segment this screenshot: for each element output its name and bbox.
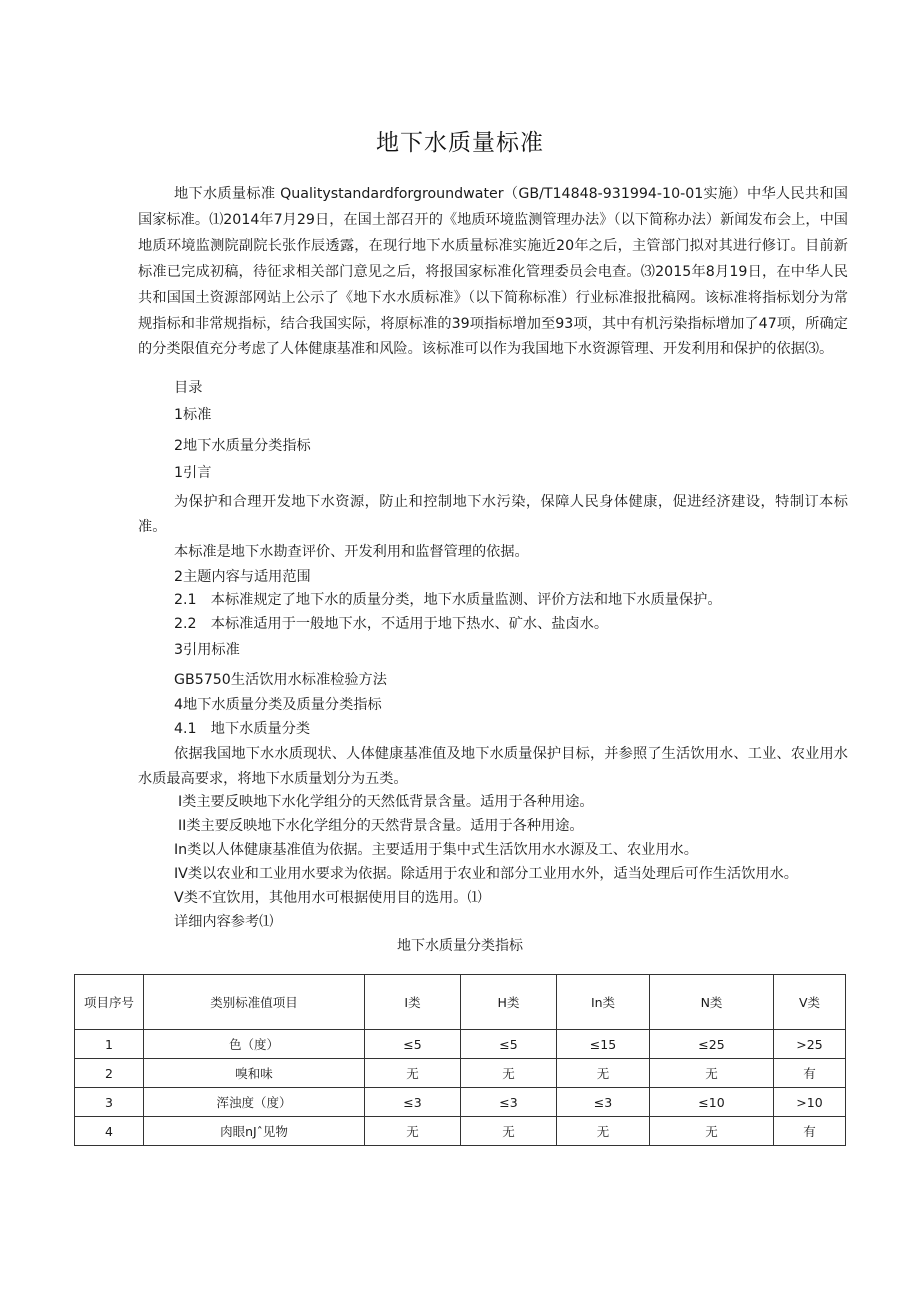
table-cell: 4 — [75, 1117, 144, 1146]
table-cell: >25 — [774, 1030, 846, 1059]
section-paragraph: 为保护和合理开发地下水资源，防止和控制地下水污染，保障人民身体健康，促进经济建设，特制订本标准。 — [138, 494, 848, 535]
header-cell: I类 — [365, 975, 461, 1030]
table-cell: 嗅和味 — [144, 1059, 365, 1088]
table-cell: 肉眼nJˆ见物 — [144, 1117, 365, 1146]
table-cell: 无 — [557, 1059, 650, 1088]
table-cell: 无 — [461, 1117, 557, 1146]
clause-item: 2.1 本标准规定了地下水的质量分类，地下水质量监测、评价方法和地下水质量保护。 — [174, 592, 722, 608]
section-heading: 2主题内容与适用范围 — [174, 569, 311, 585]
clause-item: 2.2 本标准适用于一般地下水，不适用于地下热水、矿水、盐卤水。 — [174, 616, 609, 632]
table-cell: 无 — [461, 1059, 557, 1088]
class-description: II类主要反映地下水化学组分的天然背景含量。适用于各种用途。 — [178, 818, 584, 834]
table-row — [75, 1030, 846, 1059]
table-row — [75, 1059, 846, 1088]
header-cell: H类 — [461, 975, 557, 1030]
header-cell: 项目序号 — [75, 975, 144, 1030]
table-row — [75, 1117, 846, 1146]
toc-heading: 目录 — [174, 380, 203, 396]
table-cell: ≤25 — [650, 1030, 774, 1059]
reference-note: 详细内容参考⑴ — [174, 914, 274, 930]
class-description: I类主要反映地下水化学组分的天然低背景含量。适用于各种用途。 — [178, 794, 594, 810]
table-cell: ≤5 — [365, 1030, 461, 1059]
table-header-row — [75, 975, 846, 1030]
section-paragraph: 本标准是地下水勘查评价、开发利用和监督管理的依据。 — [174, 544, 529, 560]
table-title: 地下水质量分类指标 — [397, 938, 523, 954]
subsection-heading: 4.1 地下水质量分类 — [174, 721, 311, 737]
table-cell: 浑浊度（度） — [144, 1088, 365, 1117]
table-cell: 无 — [365, 1059, 461, 1088]
header-cell: In类 — [557, 975, 650, 1030]
table-cell: ≤3 — [461, 1088, 557, 1117]
table-cell: 有 — [774, 1117, 846, 1146]
table-cell: 2 — [75, 1059, 144, 1088]
header-cell: 类别标准值项目 — [144, 975, 365, 1030]
section-heading: 1引言 — [174, 465, 212, 481]
class-description: IV类以农业和工业用水要求为依据。除适用于农业和部分工业用水外，适当处理后可作生活饮用水。 — [174, 866, 798, 882]
table-cell: ≤5 — [461, 1030, 557, 1059]
table-cell: 无 — [365, 1117, 461, 1146]
classification-table — [74, 974, 846, 1146]
table-cell: 3 — [75, 1088, 144, 1117]
toc-item: 2地下水质量分类指标 — [174, 438, 311, 454]
section-heading: 4地下水质量分类及质量分类指标 — [174, 697, 382, 713]
page-title: 地下水质量标准 — [376, 130, 544, 156]
table-cell: ≤3 — [557, 1088, 650, 1117]
table-cell: ≤10 — [650, 1088, 774, 1117]
table-cell: 无 — [650, 1059, 774, 1088]
table-cell: 无 — [557, 1117, 650, 1146]
table-cell: >10 — [774, 1088, 846, 1117]
header-cell: V类 — [774, 975, 846, 1030]
intro-paragraph: 地下水质量标准 Qualitystandardforgroundwater（GB/T14848-931994-10-01实施）中华人民共和国国家标准。⑴2014年7月29日，在国土部召开的《地质环境监测管理办法》（以下简称办法）新闻发布会上，中国地质环境监测院副院长张作辰透露，在现行地下水质量标准实施近20年之后，主管部门拟对其进行修订。目前新标准已完成初稿，待征求相关部门意见之后，将报国家标准化管理委员会电查。⑶2015年8月19日，在中华人民共和国国土资源部网站上公示了《地下水水质标准》（以下简称标准）行业标准报批稿网。该标准将指标划分为常规指标和非常规指标，结合我国实际，将原标准的39项指标增加至93项，其中有机污染指标增加了47项，所确定的分类限值充分考虑了人体健康基准和风险。该标准可以作为我国地下水资源管理、开发利用和保护的依据⑶。 — [138, 186, 848, 358]
table-cell: ≤15 — [557, 1030, 650, 1059]
class-description: V类不宜饮用，其他用水可根据使用目的选用。⑴ — [174, 890, 482, 906]
table-cell: 无 — [650, 1117, 774, 1146]
clause-item: GB5750生活饮用水标准检验方法 — [174, 672, 387, 688]
section-paragraph: 依据我国地下水水质现状、人体健康基准值及地下水质量保护目标，并参照了生活饮用水、工业、农业用水水质最高要求，将地下水质量划分为五类。 — [138, 746, 848, 787]
table-row — [75, 1088, 846, 1117]
table-cell: 1 — [75, 1030, 144, 1059]
header-cell: N类 — [650, 975, 774, 1030]
table-cell: 色（度） — [144, 1030, 365, 1059]
class-description: In类以人体健康基准值为依据。主要适用于集中式生活饮用水水源及工、农业用水。 — [174, 842, 698, 858]
table-cell: ≤3 — [365, 1088, 461, 1117]
section-heading: 3引用标准 — [174, 642, 240, 658]
table-cell: 有 — [774, 1059, 846, 1088]
toc-item: 1标准 — [174, 407, 212, 423]
